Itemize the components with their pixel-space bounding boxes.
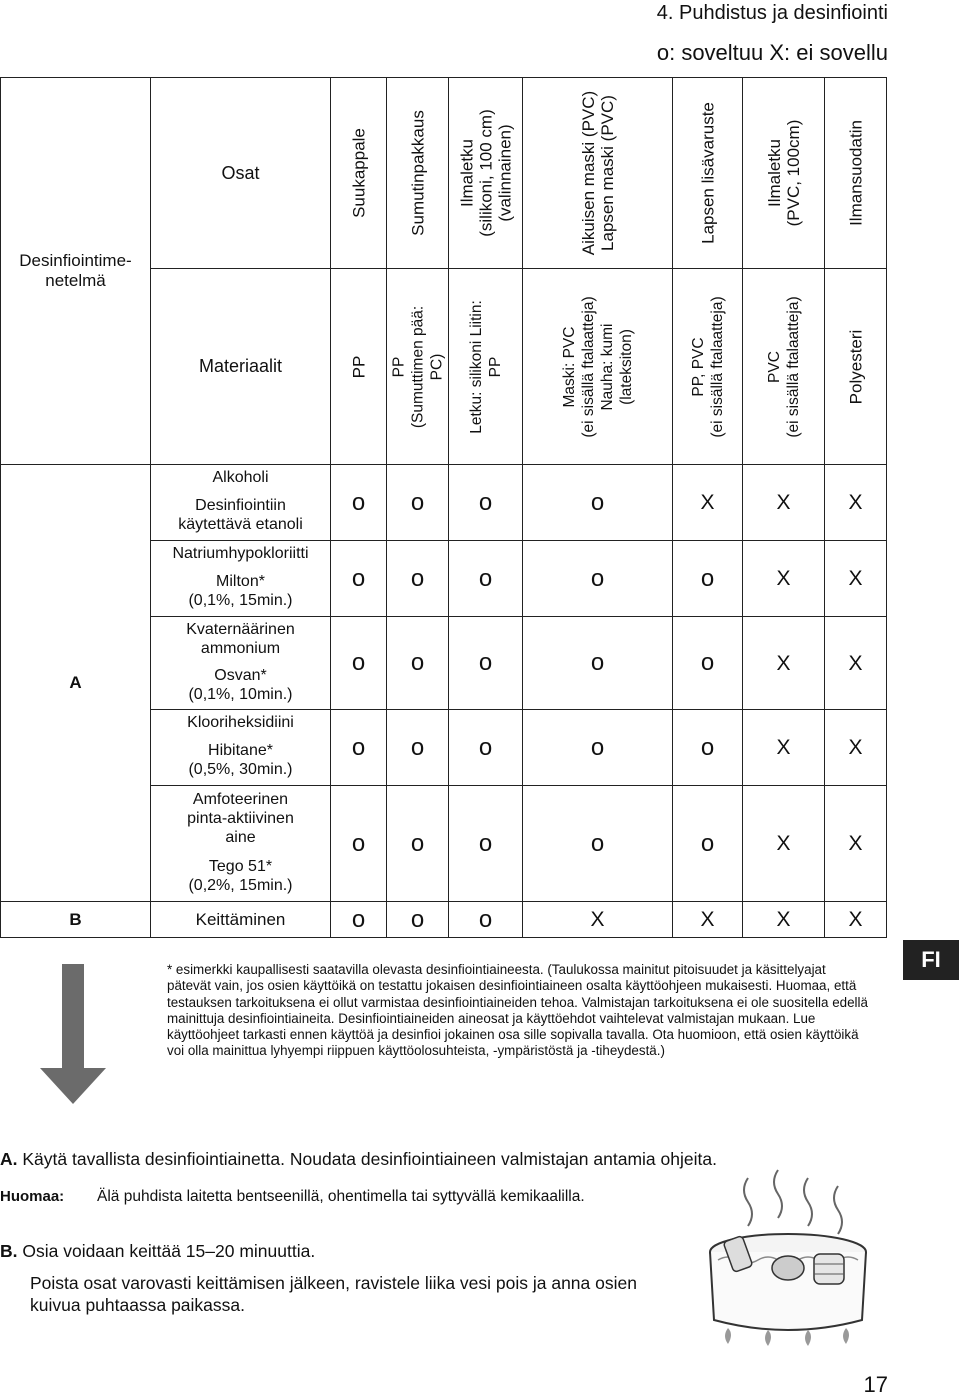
boiling-mark: o <box>387 902 449 938</box>
suitability-mark: X <box>743 786 825 902</box>
page-number: 17 <box>863 1372 888 1397</box>
material-5: PP, PVC (ei sisällä ftalaatteja) <box>673 269 743 465</box>
section-title: 4. Puhdistus ja desinfiointi <box>656 2 888 24</box>
symbol-legend: o: soveltuu X: ei sovellu <box>656 40 888 65</box>
part-header-5: Lapsen lisävaruste <box>673 78 743 269</box>
part-header-7: Ilmansuodatin <box>825 78 887 269</box>
agent-product: Tego 51* (0,2%, 15min.) <box>151 852 331 902</box>
boiling-mark: X <box>673 902 743 938</box>
instruction-b-detail: Poista osat varovasti keittämisen jälkeen, ravistele liika vesi pois ja anna osien kuivua puhtaassa paikassa. <box>30 1273 637 1315</box>
suitability-mark: o <box>449 786 523 902</box>
boiling-mark: X <box>523 902 673 938</box>
suitability-mark: o <box>673 710 743 786</box>
disinfection-table <box>0 77 887 938</box>
suitability-mark: X <box>743 617 825 710</box>
suitability-mark: o <box>387 617 449 710</box>
parts-header: Osat <box>151 78 331 269</box>
down-arrow-icon <box>40 964 106 1104</box>
suitability-mark: o <box>673 786 743 902</box>
suitability-mark: X <box>825 710 887 786</box>
suitability-mark: o <box>387 710 449 786</box>
agent-product: Desinfiointiin käytettävä etanoli <box>151 491 331 541</box>
footnote: * esimerkki kaupallisesti saatavilla olevasta desinfiointiaineesta. (Taulukossa mainitut pitoisuudet ja käsittelyajat pätevät vain, jos osien käyttöikä on testattu jokaisen desinfiointiaineen osalta käyttöohjeen mukaisesti. Huomaa, että testauksen tarkoituksena ei ollut varmistaa desinfiointiaineiden tehoa. Valmistajan tarkoituksena ei ole suositella edellä mainittuja desinfiointiaineita. Desinfiointiaineiden aineosat ja käyttöehdot vaihtelevat valmistajan mukaan. Lue käyttöohjeet tarkasti ennen käyttöä ja desinfioi jokainen osa sille sopivalla tavalla. Ota huomioon, että osien käyttöikä voi olla mainittua lyhyempi riippuen käyttöolosuhteista, -ympäristöstä ja -tiheydestä.) <box>167 962 868 1059</box>
suitability-mark: o <box>523 465 673 541</box>
materials-header: Materiaalit <box>151 269 331 465</box>
boiling-mark: X <box>743 902 825 938</box>
agent-category: Klooriheksidiini <box>151 710 331 736</box>
suitability-mark: X <box>825 541 887 617</box>
part-header-3: Ilmaletku (silikoni, 100 cm) (valinnainen) <box>449 78 523 269</box>
part-header-4: Aikuisen maski (PVC) Lapsen maski (PVC) <box>523 78 673 269</box>
boiling-mark: o <box>449 902 523 938</box>
part-header-2: Sumutinpakkaus <box>387 78 449 269</box>
language-badge: FI <box>903 940 959 980</box>
suitability-mark: o <box>387 465 449 541</box>
suitability-mark: X <box>743 541 825 617</box>
agent-category: Alkoholi <box>151 465 331 491</box>
agent-category: Kvaternäärinen ammonium <box>151 617 331 661</box>
boiling-pot-illustration <box>688 1168 870 1348</box>
agent-category: Natriumhypokloriitti <box>151 541 331 567</box>
suitability-mark: o <box>449 465 523 541</box>
method-header: Desinfiointime- netelmä <box>1 78 151 465</box>
part-header-6: Ilmaletku (PVC, 100cm) <box>743 78 825 269</box>
suitability-mark: o <box>331 617 387 710</box>
suitability-mark: o <box>449 710 523 786</box>
suitability-mark: o <box>523 710 673 786</box>
suitability-mark: o <box>673 541 743 617</box>
suitability-mark: o <box>331 786 387 902</box>
suitability-mark: X <box>673 465 743 541</box>
group-a-label: A <box>1 465 151 902</box>
suitability-mark: o <box>331 710 387 786</box>
suitability-mark: o <box>449 617 523 710</box>
suitability-mark: X <box>743 465 825 541</box>
suitability-mark: X <box>825 786 887 902</box>
agent-category: Amfoteerinen pinta-aktiivinen aine <box>151 786 331 852</box>
suitability-mark: X <box>743 710 825 786</box>
suitability-mark: o <box>387 786 449 902</box>
suitability-mark: X <box>825 617 887 710</box>
suitability-mark: o <box>331 541 387 617</box>
instruction-b: B. Osia voidaan keittää 15–20 minuuttia. <box>0 1241 316 1261</box>
suitability-mark: o <box>673 617 743 710</box>
suitability-mark: o <box>449 541 523 617</box>
suitability-mark: o <box>523 617 673 710</box>
suitability-mark: o <box>387 541 449 617</box>
boiling-mark: X <box>825 902 887 938</box>
boiling-label: Keittäminen <box>151 902 331 938</box>
agent-product: Hibitane* (0,5%, 30min.) <box>151 736 331 786</box>
note-label: Huomaa: <box>0 1188 65 1205</box>
note-text: Älä puhdista laitetta bentseenillä, ohentimella tai syttyvällä kemikaalilla. <box>97 1188 585 1205</box>
material-4: Maski: PVC (ei sisällä ftalaatteja) Nauha: kumi (lateksiton) <box>523 269 673 465</box>
boiling-mark: o <box>331 902 387 938</box>
suitability-mark: X <box>825 465 887 541</box>
material-3: Letku: silikoni Liitin: PP <box>449 269 523 465</box>
agent-product: Osvan* (0,1%, 10min.) <box>151 661 331 710</box>
suitability-mark: o <box>331 465 387 541</box>
suitability-mark: o <box>523 786 673 902</box>
suitability-mark: o <box>523 541 673 617</box>
group-b-label: B <box>1 902 151 938</box>
material-6: PVC (ei sisällä ftalaatteja) <box>743 269 825 465</box>
material-1: PP <box>331 269 387 465</box>
agent-product: Milton* (0,1%, 15min.) <box>151 567 331 617</box>
material-7: Polyesteri <box>825 269 887 465</box>
material-2: PP (Sumuttimen pää: PC) <box>387 269 449 465</box>
part-header-1: Suukappale <box>331 78 387 269</box>
instruction-a: A. Käytä tavallista desinfiointiainetta. Noudata desinfiointiaineen valmistajan antamia ohjeita. <box>0 1149 717 1169</box>
